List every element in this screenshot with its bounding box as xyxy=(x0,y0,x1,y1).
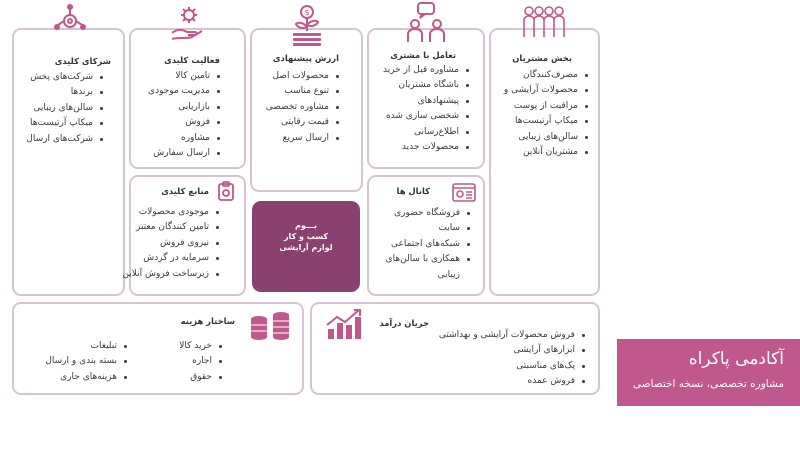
list-item: مصرف‌کنندگان xyxy=(504,68,588,83)
list-item: اجاره xyxy=(179,354,222,369)
list-item: موجودی محصولات xyxy=(122,205,219,220)
list-item: فروش xyxy=(148,115,220,130)
cost-structure-list-1 xyxy=(179,339,222,385)
list-item: برندها xyxy=(26,85,103,100)
customer-segments-list xyxy=(504,68,588,160)
list-item: بازاریابی xyxy=(148,100,220,115)
cost-structure-list-2 xyxy=(45,339,127,385)
list-item: ارسال سریع xyxy=(266,131,339,146)
list-item: همکاری با سالن‌های xyxy=(386,252,470,267)
revenue-streams-list xyxy=(439,328,585,390)
list-item: شخصی سازی شده xyxy=(383,109,469,124)
list-item: اطلاع‌رسانی xyxy=(383,125,469,140)
key-activities-list xyxy=(148,69,220,161)
key-resources-title: منابع کلیدی xyxy=(161,186,209,196)
customer-relationships-title: تعامل با مشتری xyxy=(390,50,456,60)
list-item: باشگاه مشتریان xyxy=(383,78,469,93)
list-item: میکاپ آرتیست‌ها xyxy=(26,116,103,131)
brand-tagline: مشاوره تخصصی، نسخه اختصاصی xyxy=(632,378,784,390)
growth-chart-icon xyxy=(324,307,366,341)
list-item: سرمایه در گردش xyxy=(122,251,219,266)
list-item: نیروی فروش xyxy=(122,236,219,251)
list-item: پک‌های مناسبتی xyxy=(439,359,585,374)
network-icon xyxy=(53,3,87,37)
list-item: شبکه‌های اجتماعی xyxy=(386,237,470,252)
list-item: شرکت‌های ارسال xyxy=(26,132,103,147)
list-item: محصولات اصل xyxy=(266,69,339,84)
list-item: بسته بندی و ارسال xyxy=(45,354,127,369)
key-activities-title: فعالیت کلیدی xyxy=(164,55,220,65)
channels-title: کانال ها xyxy=(396,186,430,196)
browser-icon xyxy=(452,183,476,203)
list-item: سالن‌های زیبایی xyxy=(504,130,588,145)
list-item: مشاوره قبل از خرید xyxy=(383,63,469,78)
list-item: مراقبت از پوست xyxy=(504,99,588,114)
list-item: تبلیغات xyxy=(45,339,127,354)
list-item: محصولات جدید xyxy=(383,140,469,155)
list-item: تامین کنندگان معتبر xyxy=(122,220,219,235)
value-proposition-list xyxy=(266,69,339,146)
list-item: هزینه‌های جاری xyxy=(45,370,127,385)
canvas-center-title xyxy=(252,201,360,292)
list-item: قیمت رقابتی xyxy=(266,115,339,130)
money-plant-icon xyxy=(287,3,327,47)
list-item: تامین کالا xyxy=(148,69,220,84)
list-item: میکاپ آرتیست‌ها xyxy=(504,114,588,129)
customer-relationships-list xyxy=(383,63,469,155)
value-proposition-title: ارزش پیشنهادی xyxy=(272,53,339,63)
list-item: شرکت‌های پخش xyxy=(26,70,103,85)
key-resources-list xyxy=(122,205,219,282)
list-item: فروش عمده xyxy=(439,374,585,389)
list-item: ارسال سفارش xyxy=(148,146,220,161)
brand-name: آکادمی پاکراه xyxy=(688,349,784,369)
clipboard-icon xyxy=(216,180,236,202)
key-partners-list xyxy=(26,70,103,147)
list-item: سالن‌های زیبایی xyxy=(26,101,103,116)
center-line-2: کسب و کار xyxy=(283,232,329,241)
list-item: ابزارهای آرایشی xyxy=(439,343,585,358)
list-item: خرید کالا xyxy=(179,339,222,354)
center-line-3: لوازم آرایشی xyxy=(279,243,333,252)
relationship-icon xyxy=(404,0,448,44)
customer-group-icon xyxy=(520,3,568,39)
customer-segments-title: بخش مشتریان xyxy=(512,53,572,63)
svg-text:$: $ xyxy=(304,8,310,17)
revenue-streams-title: جریان درآمد xyxy=(379,318,429,328)
list-item: پیشنهادهای xyxy=(383,94,469,109)
list-item: زیرساخت فروش آنلاین xyxy=(122,267,219,282)
key-partners-card xyxy=(12,28,125,296)
list-item: مدیریت موجودی xyxy=(148,84,220,99)
hand-gear-icon xyxy=(168,3,208,43)
list-item: فروش محصولات آرایشی و بهداشتی xyxy=(439,328,585,343)
coins-icon xyxy=(246,309,296,345)
cost-structure-title: ساختار هزینه xyxy=(180,316,235,326)
list-item: سایت xyxy=(386,221,470,236)
center-line-1: بـــوم xyxy=(294,221,318,230)
list-item: مشاوره تخصصی xyxy=(266,100,339,115)
list-item: مشاوره xyxy=(148,131,220,146)
list-item: فروشگاه حضوری xyxy=(386,206,470,221)
list-item: تنوع مناسب xyxy=(266,84,339,99)
key-partners-title: شرکای کلیدی xyxy=(54,56,111,66)
channels-list xyxy=(386,206,470,283)
list-item: حقوق xyxy=(179,370,222,385)
list-item: محصولات آرایشی و xyxy=(504,83,588,98)
brand-banner xyxy=(617,339,800,406)
list-item: زیبایی xyxy=(437,269,460,280)
list-item: مشتریان آنلاین xyxy=(504,145,588,160)
